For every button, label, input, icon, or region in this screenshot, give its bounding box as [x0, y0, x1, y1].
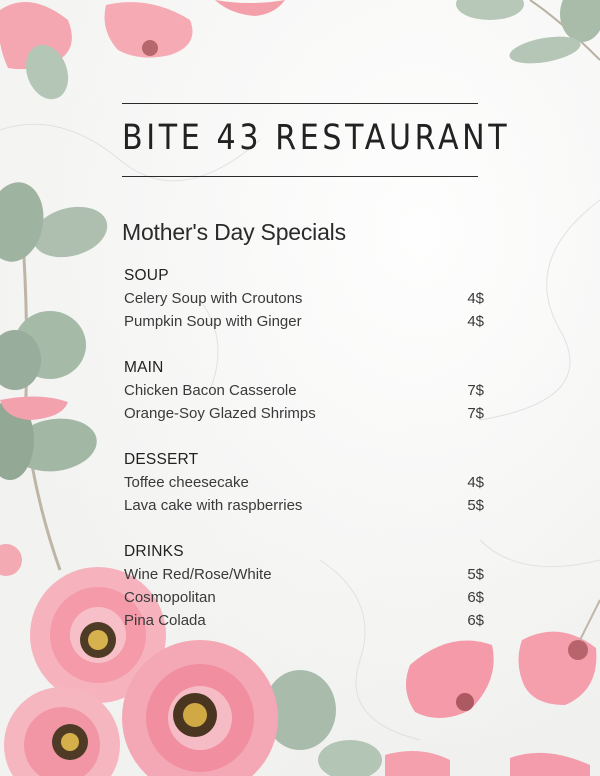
menu-item [124, 379, 484, 402]
item-price: 7$ [467, 382, 484, 399]
item-price: 4$ [467, 290, 484, 307]
menu-item [124, 310, 484, 333]
menu-subtitle: Mother's Day Specials [122, 219, 346, 245]
menu-item [124, 402, 484, 425]
title-rule-bottom [122, 176, 478, 177]
item-price: 6$ [467, 612, 484, 629]
section-title: SOUP [124, 267, 169, 284]
item-name: Cosmopolitan [124, 589, 216, 606]
item-price: 5$ [467, 497, 484, 514]
menu-section-soup [124, 265, 484, 333]
eucalyptus-left [0, 178, 113, 576]
item-name: Chicken Bacon Casserole [124, 382, 297, 399]
menu-section-dessert [124, 449, 484, 517]
item-name: Wine Red/Rose/White [124, 566, 272, 583]
menu-section-drinks [124, 541, 484, 632]
item-price: 7$ [467, 405, 484, 422]
item-name: Lava cake with raspberries [124, 497, 303, 514]
item-price: 4$ [467, 313, 484, 330]
title-rule-top [122, 103, 478, 104]
item-price: 4$ [467, 474, 484, 491]
menu-item [124, 586, 484, 609]
eucalyptus-top-right [456, 0, 600, 68]
menu-item [124, 563, 484, 586]
menu-list [124, 265, 484, 656]
menu-item [124, 287, 484, 310]
item-price: 5$ [467, 566, 484, 583]
petal-top-left [0, 0, 285, 105]
item-name: Toffee cheesecake [124, 474, 249, 491]
item-price: 6$ [467, 589, 484, 606]
section-title: DESSERT [124, 451, 199, 468]
menu-section-main [124, 357, 484, 425]
item-name: Pumpkin Soup with Ginger [124, 313, 302, 330]
menu-item [124, 494, 484, 517]
menu-item [124, 609, 484, 632]
item-name: Pina Colada [124, 612, 206, 629]
item-name: Orange-Soy Glazed Shrimps [124, 405, 316, 422]
menu-item [124, 471, 484, 494]
section-title: MAIN [124, 359, 164, 376]
restaurant-name: BITE 43 RESTAURANT [122, 118, 511, 158]
item-name: Celery Soup with Croutons [124, 290, 303, 307]
section-title: DRINKS [124, 543, 184, 560]
